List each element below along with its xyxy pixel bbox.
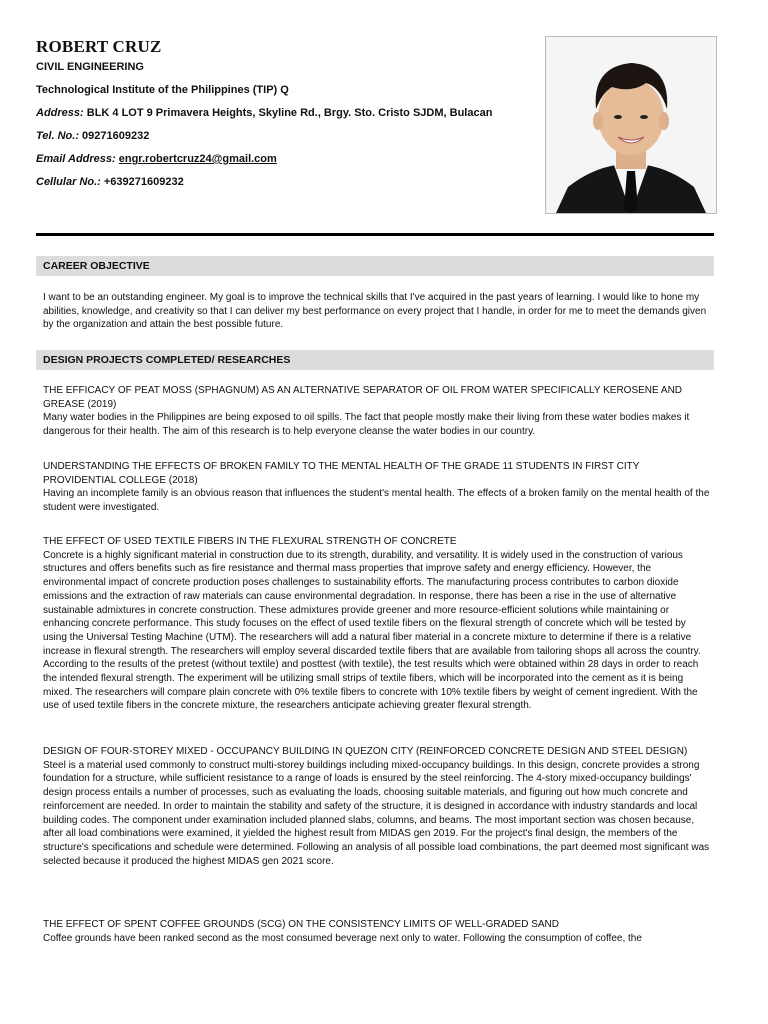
section-heading: DESIGN PROJECTS COMPLETED/ RESEARCHES <box>43 354 291 366</box>
project-description: Steel is a material used commonly to construct multi-storey buildings including mixed-occupancy buildings. In this design, concrete provides a strong foundation for a structure, while sufficient resistance to a range of loads is ensured by the steel reinforcing. The 4-story mixed-occupancy buildings' design process entails a number of processes, such as evaluating the loads, choosing suitable materials, and figuring out how much concrete and reinforcement are needed. In order to maintain the stability and safety of the structure, it is designed in accordance with industry standards and local building codes. The component under examination included planned slabs, columns, and beams. The most important section was chosen because, after all load combinations were examined, it yielded the highest result from MIDAS gen 2019. For the project's final design, the members of the structure's specifications and schedule were determined. Following an analysis of all possible load combinations, the part deemed most significant was selected because it produced the highest MIDAS gen 2021 score. <box>43 759 710 867</box>
school-line: Technological Institute of the Philippines (TIP) Q <box>36 84 289 96</box>
project-description: Many water bodies in the Philippines are being exposed to oil spills. The fact that people mostly make their living from these water bodies makes it dangerous for their health. The aim of this research is to help everyone cleanse the water bodies in our country. <box>43 412 690 438</box>
course-line: CIVIL ENGINEERING <box>36 61 144 73</box>
profile-photo <box>545 36 717 214</box>
cell-label: Cellular No.: <box>36 176 101 188</box>
project-title: THE EFFECT OF SPENT COFFEE GROUNDS (SCG) ON THE CONSISTENCY LIMITS OF WELL-GRADED SAND <box>43 919 559 930</box>
project-item <box>43 745 711 868</box>
tel-label: Tel. No.: <box>36 130 79 142</box>
section-heading: CAREER OBJECTIVE <box>43 260 150 272</box>
section-design-projects <box>36 350 714 370</box>
person-photo-icon <box>546 37 716 213</box>
career-objective-text: I want to be an outstanding engineer. My goal is to improve the technical skills that I've acquired in the past years of learning. I would like to hone my abilities, knowledge, and creativity so that I can deliver my best performance on every project that I handle, in order for me to meet the demands given by the organization and attain the best possible future. <box>43 292 707 331</box>
email-label: Email Address: <box>36 153 116 165</box>
address-value: BLK 4 LOT 9 Primavera Heights, Skyline Rd., Brgy. Sto. Cristo SJDM, Bulacan <box>86 107 493 119</box>
project-title: THE EFFECT OF USED TEXTILE FIBERS IN THE FLEXURAL STRENGTH OF CONCRETE <box>43 536 457 547</box>
candidate-name: ROBERT CRUZ <box>36 37 162 56</box>
header-divider <box>36 233 714 236</box>
tel-line <box>36 130 149 142</box>
address-label: Address: <box>36 107 84 119</box>
project-title: UNDERSTANDING THE EFFECTS OF BROKEN FAMILY TO THE MENTAL HEALTH OF THE GRADE 11 STUDENTS IN FIRST CITY PROVIDENTIAL COLLEGE (2018) <box>43 461 640 486</box>
project-description: Concrete is a highly significant material in construction due to its strength, durability, and versatility. It is widely used in the construction of various structures and offers benefits such as fire resistance and thermal mass properties that improve safety and energy efficiency. However, the environmental impact of concrete production poses challenges to sustainability efforts. The manufacturing process contributes to carbon dioxide emissions and the extraction of raw materials can cause environmental degradation. In response, there has been a rise in the use of alternative sustainable admixtures in concrete construction. These admixtures provide greener and more resource-efficient solutions while maintaining or enhancing concrete performance. This study focuses on the effect of used textile fibers on the flexural strength of concrete which will be tested by using the Universal Testing Machine (UTM). The researchers will add a natural fiber material in a concrete mixture to determine if there is a relative increase in flexural strength. The researchers will employ several discarded textile fibers that are available from tailoring shops all across the country. According to the results of the pretest (without textile) and posttest (with textile), the test results which were obtained within 28 days in order to reach the intended flexural strength. The experiment will be utilizing small strips of textile fibers, which will be incorporated into the cement as it is being mixed. The researchers will compare plain concrete with 0% textile fibers to concrete with 10% textile fibers by weight of cement ingredient. With the use of used textile fibers in the concrete mixture, the researchers anticipate achieving greater flexural strength. <box>43 549 701 712</box>
project-item <box>43 460 711 515</box>
project-title: DESIGN OF FOUR-STOREY MIXED - OCCUPANCY BUILDING IN QUEZON CITY (REINFORCED CONCRETE DESIGN AND STEEL DESIGN) <box>43 746 688 757</box>
address-line <box>36 107 492 119</box>
project-title: THE EFFICACY OF PEAT MOSS (SPHAGNUM) AS AN ALTERNATIVE SEPARATOR OF OIL FROM WATER SPECIFICALLY KEROSENE AND GREASE (2019) <box>43 385 683 410</box>
project-description: Coffee grounds have been ranked second as the most consumed beverage next only to water. Following the consumption of coffee, the <box>43 932 642 944</box>
section-career-objective <box>36 256 714 276</box>
email-line <box>36 153 277 165</box>
project-description: Having an incomplete family is an obvious reason that influences the student's mental health. The effects of a broken family on the mental health of the student were investigated. <box>43 488 710 514</box>
email-link[interactable]: engr.robertcruz24@gmail.com <box>118 153 277 165</box>
project-item <box>43 918 711 945</box>
project-item <box>43 535 711 713</box>
cell-line <box>36 176 184 188</box>
tel-value: 09271609232 <box>82 130 150 142</box>
cell-value: +639271609232 <box>103 176 184 188</box>
project-item <box>43 384 711 439</box>
